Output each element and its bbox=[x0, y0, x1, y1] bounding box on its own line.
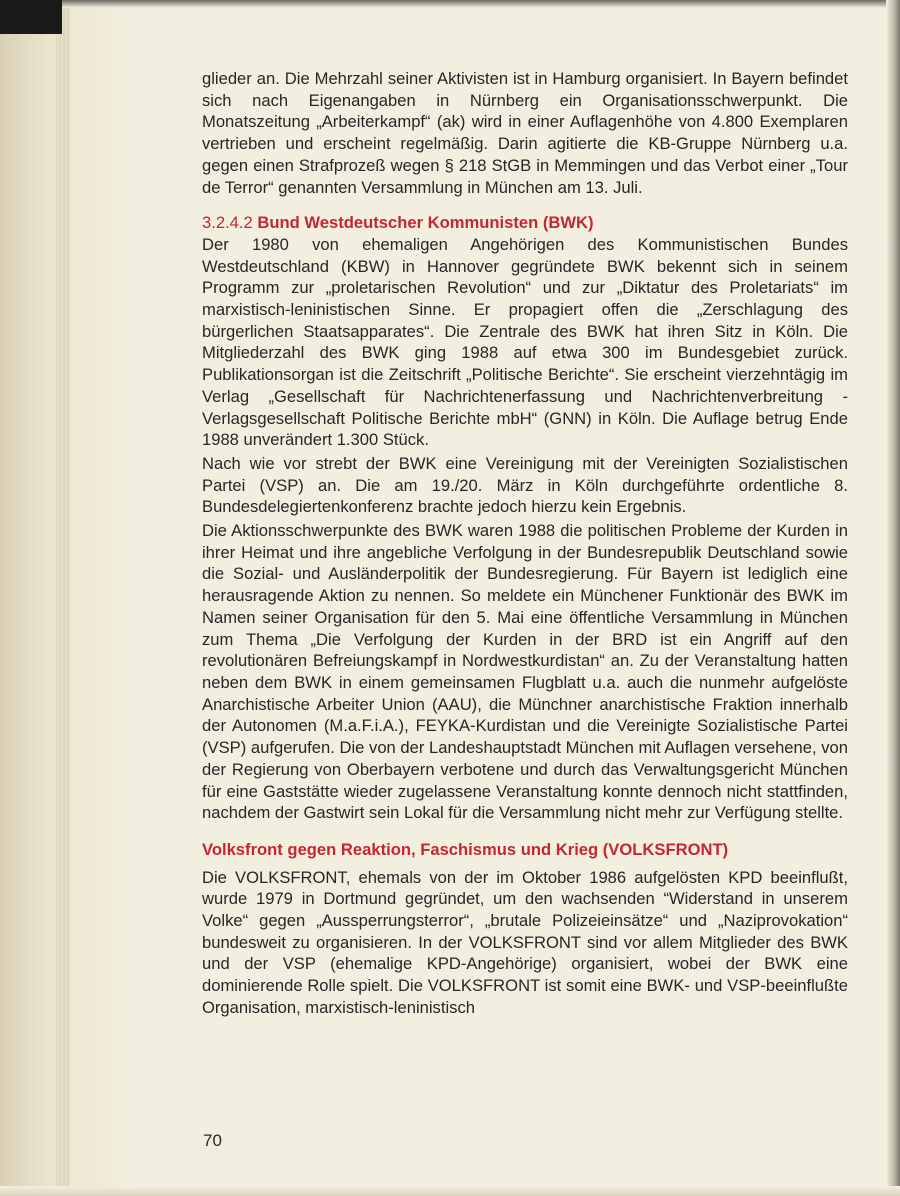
page-edge-stack bbox=[56, 0, 70, 1196]
book-spine-shading bbox=[0, 0, 140, 1196]
bottom-edge-shadow bbox=[0, 1186, 900, 1196]
scan-corner-shadow bbox=[0, 0, 62, 34]
right-edge-shadow bbox=[886, 0, 900, 1196]
section-number: 3.2.4.2 bbox=[202, 213, 253, 233]
paragraph-bwk-1: Der 1980 von ehemaligen Angehörigen des Kommunistischen Bundes Westdeutschland (KBW) in Hannover gegründete BWK bekennt sich in seinem Programm zur „proletarischen Revolution“ und zur „Diktatur des Proletariats“ im marxistisch-leninistischen Sinne. Er propagiert offen die „Zerschlagung des bürgerlichen Staatsapparates“. Die Zentrale des BWK hat ihren Sitz in Köln. Die Mitgliederzahl des BWK ging 1988 auf etwa 300 im Bundesgebiet zurück. Publikationsorgan ist die Zeitschrift „Politische Berichte“. Sie erscheint vierzehntägig im Verlag „Gesellschaft für Nachrichtenerfassung und Nachrichtenverbreitung - Verlagsgesellschaft Politische Berichte mbH“ (GNN) in Köln. Die Auflage betrug Ende 1988 unverändert 1.300 Stück. bbox=[202, 234, 848, 450]
section-heading-volksfront bbox=[202, 839, 848, 861]
paragraph-bwk-2: Nach wie vor strebt der BWK eine Vereinigung mit der Vereinigten Sozialistischen Partei (VSP) an. Die am 19./20. März in Köln durchgeführte ordentliche 8. Bundesdelegiertenkonferenz brachte jedoch hierzu kein Ergebnis. bbox=[202, 453, 848, 517]
paragraph-bwk-3: Die Aktionsschwerpunkte des BWK waren 1988 die politischen Probleme der Kurden in ihrer Heimat und ihre angebliche Verfolgung in der Bundesrepublik Deutschland sowie die Sozial- und Ausländerpolitik der Bundesregierung. Für Bayern ist lediglich eine herausragende Aktion zu nennen. So meldete ein Münchener Funktionär des BWK im Namen seiner Organisation für den 5. Mai eine öffentliche Versammlung in München zum Thema „Die Verfolgung der Kurden in der BRD ist ein Angriff auf den revolutionären Befreiungskampf in Nordwestkurdistan“ an. Zu der Veranstaltung hatten neben dem BWK in einem gemeinsamen Flugblatt u.a. auch die nunmehr aufgelöste Anarchistische Arbeiter Union (AAU), die Münchner anarchistische Fraktion innerhalb der Autonomen (M.a.F.i.A.), FEYKA-Kurdistan und die Vereinigte Sozialistische Partei (VSP) aufgerufen. Die von der Landeshauptstadt München mit Auflagen versehene, von der Regierung von Oberbayern verbotene und durch das Verwaltungsgericht München für eine Gaststätte wieder zugelassene Veranstaltung konnte dennoch nicht stattfinden, nachdem der Gastwirt sein Lokal für die Versammlung nicht mehr zur Verfügung stellte. bbox=[202, 521, 848, 823]
section-title: Bund Westdeutscher Kommunisten (BWK) bbox=[257, 213, 594, 233]
section-heading-bwk bbox=[202, 212, 848, 234]
paragraph-intro: glieder an. Die Mehrzahl seiner Aktivisten ist in Hamburg organisiert. In Bayern befindet sich nach Eigenangaben in Nürnberg ein Organisationsschwerpunkt. Die Monatszeitung „Arbeiterkampf“ (ak) wird in einer Auflagenhöhe von 4.800 Exemplaren vertrieben und erscheint regelmäßig. Darin agitierte die KB-Gruppe Nürnberg u.a. gegen einen Strafprozeß wegen § 218 StGB in Memmingen und das Verbot einer „Tour de Terror“ genannten Versammlung in München am 13. Juli. bbox=[202, 69, 848, 197]
top-edge-shadow bbox=[0, 0, 900, 8]
page-content bbox=[202, 68, 848, 1021]
section-title: Volksfront gegen Reaktion, Faschismus und Krieg (VOLKSFRONT) bbox=[202, 839, 729, 859]
paragraph-volksfront-1: Die VOLKSFRONT, ehemals von der im Oktober 1986 aufgelösten KPD beeinflußt, wurde 1979 in Dortmund gegründet, um den wachsenden “Widerstand in unserem Volke“ gegen „Aussperrungsterror“, „brutale Polizeieinsätze“ und „Naziprovokation“ bundesweit zu organisieren. In der VOLKSFRONT sind vor allem Mitglieder des BWK und der VSP (ehemalige KPD-Angehörige) organisiert, wobei der BWK eine dominierende Rolle spielt. Die VOLKSFRONT ist somit eine BWK- und VSP-beeinflußte Organisation, marxistisch-leninistisch bbox=[202, 867, 848, 1017]
page-number: 70 bbox=[203, 1131, 222, 1150]
